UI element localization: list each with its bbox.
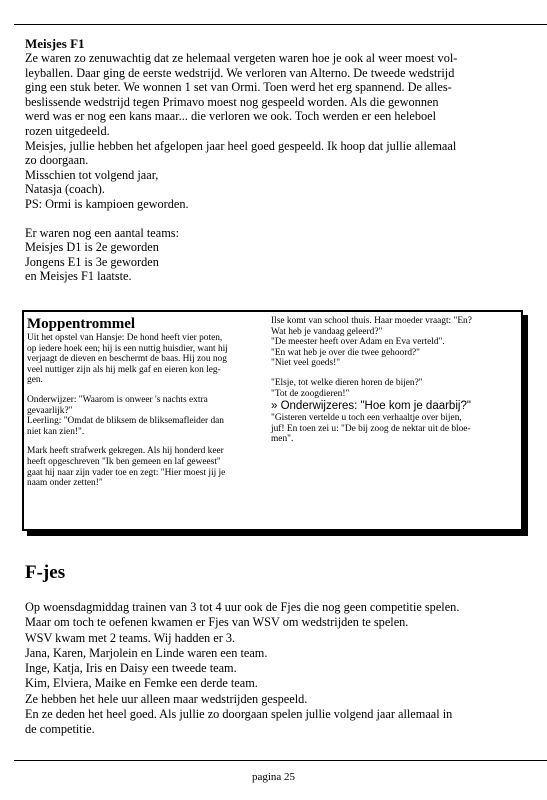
text-line: beslissende wedstrijd tegen Primavo moest nog gespeeld worden. Als die gewonnen <box>25 94 439 109</box>
text-line: naam onder zetten!" <box>27 478 103 489</box>
paragraph-coach-message <box>25 139 533 212</box>
text-line: juf! En toen zei u: "De bij zoog de nektar uit de bloe- <box>271 423 471 434</box>
joke <box>271 399 516 445</box>
paragraph-team-results <box>25 226 533 284</box>
section-fjes <box>25 600 533 738</box>
text-line: "Elsje, tot welke dieren horen de bijen?" <box>271 377 423 388</box>
spacer <box>27 437 267 446</box>
text-line: Leerling: "Omdat de bliksem de bliksemafleider dan <box>27 416 224 427</box>
text-line: Jana, Karen, Marjolein en Linde waren een team. <box>25 645 268 660</box>
joke <box>27 333 267 386</box>
text-line: Op woensdagmiddag trainen van 3 tot 4 uur ook de Fjes die nog geen competitie spelen. <box>25 600 460 614</box>
text-line: "Gisteren vertelde u toch een verhaaltje over bijen, <box>271 413 462 424</box>
text-line: Onderwijzer: "Waarom is onweer 's nachts extra <box>27 394 208 405</box>
text-line: Ze hebben het hele uur alleen maar wedstrijden gespeeld. <box>25 691 308 706</box>
text-line: En ze deden het heel goed. Als jullie zo doorgaan spelen jullie volgend jaar allemaal in <box>25 707 453 722</box>
jokes-right-column <box>271 316 516 445</box>
text-line: Uit het opstel van Hansje: De hond heeft vier poten, <box>27 333 223 343</box>
text-line: "Niet veel goeds!" <box>271 358 341 369</box>
text-line: "Tot de zoogdieren!" <box>271 388 350 399</box>
moppentrommel-box <box>22 310 523 531</box>
text-line: Mark heeft strafwerk gekregen. Als hij honderd keer <box>27 446 224 457</box>
text-line: rozen uitgedeeld. <box>25 123 110 138</box>
text-line: leyballen. Daar ging de eerste wedstrijd. We verloren van Alterno. De tweede wedstrijd <box>25 65 455 80</box>
text-line: verjaagt de dieven en beschermt de baas. Hij zou nog <box>27 354 227 365</box>
text-line: zo doorgaan. <box>25 153 89 168</box>
spacer <box>27 386 267 395</box>
text-line: Kim, Elviera, Maike en Femke een derde team. <box>25 676 258 691</box>
text-line: niet kan zien!". <box>27 426 85 437</box>
text-line: PS: Ormi is kampioen geworden. <box>25 196 189 211</box>
text-line: de competitie. <box>25 722 95 737</box>
section-title: Meisjes F1 <box>25 36 85 51</box>
text-line: "De meester heeft over Adam en Eva verteld". <box>271 337 445 348</box>
text-line: veel nuttiger zijn als hij melk gaf en eieren kon leg- <box>27 364 221 375</box>
text-line: gaat hij naar zijn vader toe en zegt: "Hier moest jij je <box>27 467 226 478</box>
jokes-left-column <box>27 316 267 489</box>
joke <box>27 395 267 437</box>
section-meisjes-f1 <box>25 36 533 284</box>
text-line: WSV kwam met 2 teams. Wij hadden er 3. <box>25 630 236 645</box>
text-line: Maar om toch te oefenen kwamen er Fjes van WSV om wedstrijden te spelen. <box>25 615 409 630</box>
text-line: Inge, Katja, Iris en Daisy een tweede team. <box>25 661 237 676</box>
text-line: Misschien tot volgend jaar, <box>25 167 159 182</box>
text-line: "En wat heb je over die twee gehoord?" <box>271 347 421 358</box>
spacer <box>25 212 533 226</box>
bottom-rule <box>14 760 547 761</box>
text-line: heeft opgeschreven "Ik ben gemeen en laf geweest" <box>27 456 221 467</box>
text-line: Ze waren zo zenuwachtig dat ze helemaal vergeten waren hoe je ook al weer moest vol- <box>25 51 458 65</box>
text-line: gevaarlijk?" <box>27 405 73 416</box>
text-line: Meisjes, jullie hebben het afgelopen jaar heel goed gespeeld. Ik hoop dat jullie allemaal <box>25 138 457 153</box>
text-line: Natasja (coach). <box>25 182 105 197</box>
box-title: Moppentrommel <box>27 316 136 332</box>
text-line: Er waren nog een aantal teams: <box>25 225 179 240</box>
text-line: werd was er nog een kans maar... die verloren we ook. Toch werden er een heleboel <box>25 109 437 124</box>
spacer <box>271 369 516 378</box>
text-line: ging een stuk beter. We wonnen 1 set van Ormi. Toen werd het erg spannend. De alles- <box>25 80 452 95</box>
text-line: Wat heb je vandaag geleerd?" <box>271 326 383 337</box>
paragraph-match-report <box>25 51 533 139</box>
text-line: gen. <box>27 375 43 386</box>
section-title-fjes: F-jes <box>25 562 66 583</box>
text-line: men". <box>271 434 294 445</box>
joke <box>27 446 267 488</box>
joke-heading: » Onderwijzeres: "Hoe kom je daarbij?" <box>271 400 471 413</box>
joke <box>271 316 516 369</box>
joke <box>271 378 516 399</box>
page-number: pagina 25 <box>251 771 296 783</box>
text-line: en Meisjes F1 laatste. <box>25 269 132 284</box>
text-line: op iedere hoek een; hij is een nuttig huisdier, want hij <box>27 343 228 354</box>
text-line: Jongens E1 is 3e geworden <box>25 254 159 269</box>
text-line: Meisjes D1 is 2e geworden <box>25 240 159 255</box>
top-rule <box>14 24 547 25</box>
text-line: Ilse komt van school thuis. Haar moeder vraagt: "En? <box>271 316 472 326</box>
